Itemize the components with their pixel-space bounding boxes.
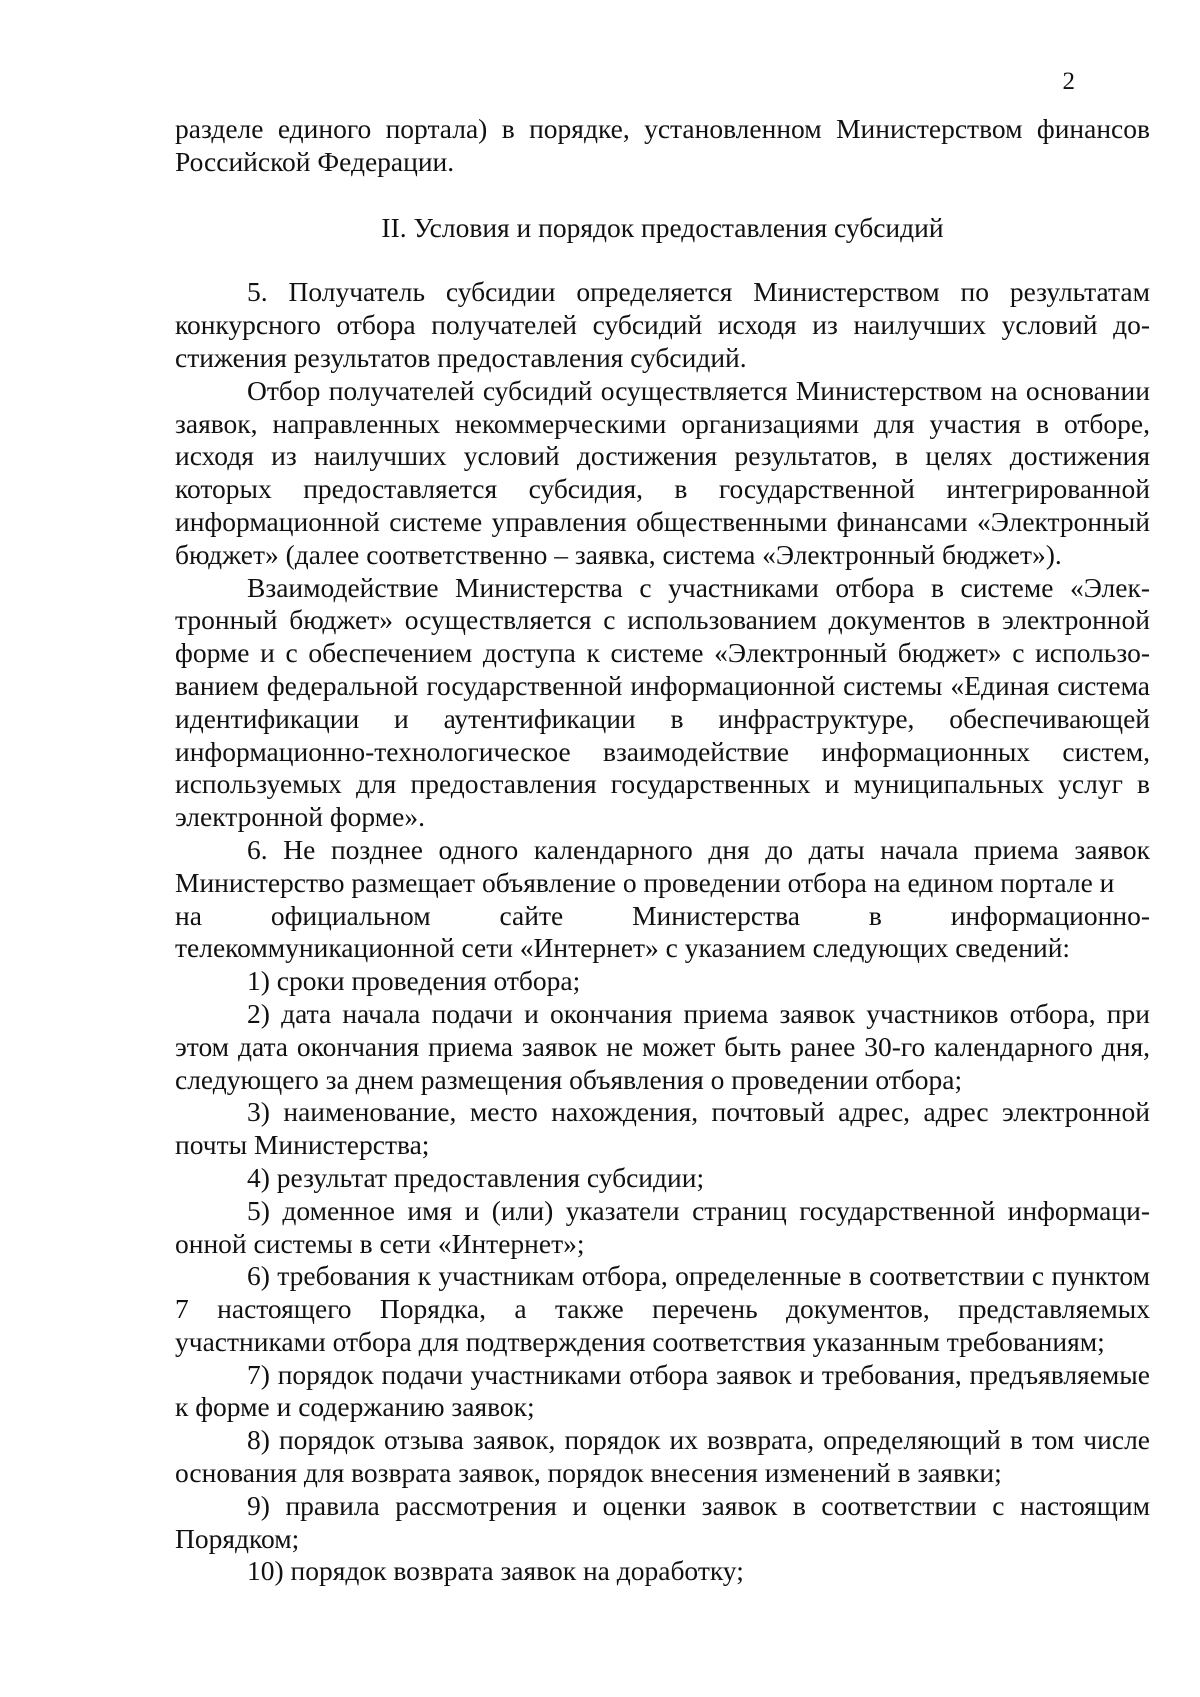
list-item-2: 2) дата начала подачи и окончания приема заявок участников отбора, при этом дата окончания приема заявок не может быть ранее 30-го календарного дня, следующего за днем размещения объявления о проведении отбора;: [175, 997, 1150, 1095]
list-item-1: 1) сроки проведения отбора;: [247, 965, 581, 997]
list-item-3: 3) наименование, место нахождения, почтовый адрес, адрес электронной почты Министерства;: [175, 1096, 1150, 1161]
list-item-5: 5) доменное имя и (или) указатели страниц государственной информационной системы в сети «Интернет»;: [175, 1194, 1150, 1259]
page-number: 2: [1062, 68, 1075, 95]
paragraph-selection: Отбор получателей субсидий осуществляется Министерством на основании заявок, направленных некоммерческими организациями для участия в отборе, исходя из наилучших условий достижения результатов, в целях достижения которых предоставляется субсидия, в государственной интегрированной информационной системе управления общественными финансами «Электронный бюджет» (далее соответственно – заявка, система «Электронный бюджет»).: [175, 374, 1150, 570]
list-item-6: 6) требования к участникам отбора, определенные в соответствии с пунктом 7 настоящего Порядка, а также перечень документов, представляемых участниками отбора для подтверждения соответствия указанным требованиям;: [175, 1260, 1150, 1357]
document-body: [175, 113, 1150, 1588]
paragraph-item-6-line-2: на официальном сайте Министерства в информационно-: [175, 899, 1150, 931]
list-item-10: 10) порядок возврата заявок на доработку;: [247, 1555, 744, 1587]
list-item-4: 4) результат предоставления субсидии;: [247, 1161, 705, 1193]
paragraph-item-5: 5. Получатель субсидии определяется Министерством по результатам конкурсного отбора получателей субсидий исходя из наилучших условий достижения результатов предоставления субсидий.: [175, 276, 1150, 373]
paragraph-interaction: Взаимодействие Министерства с участниками отбора в системе «Электронный бюджет» осуществляется с использованием документов в электронной форме и с обеспечением доступа к системе «Электронный бюджет» с использованием федеральной государственной информационной системы «Единая система идентификации и аутентификации в инфраструктуре, обеспечивающей информационно-технологическое взаимодействие информационных систем, используемых для предоставления государственных и муниципальных услуг в электронной форме».: [175, 571, 1150, 833]
list-item-7: 7) порядок подачи участниками отбора заявок и требования, предъявляемые к форме и содержанию заявок;: [175, 1358, 1150, 1423]
list-item-9: 9) правила рассмотрения и оценки заявок в соответствии с настоящим Порядком;: [175, 1489, 1150, 1554]
paragraph-item-6-line-3: телекоммуникационной сети «Интернет» с указанием следующих сведений:: [175, 932, 1071, 964]
paragraph-item-6: 6. Не позднее одного календарного дня до даты начала приема заявок Министерство размещает объявление о проведении отбора на едином портале и: [175, 833, 1150, 898]
list-item-8: 8) порядок отзыва заявок, порядок их возврата, определяющий в том числе основания для возврата заявок, порядок внесения изменений в заявки;: [175, 1424, 1150, 1489]
paragraph-portal-continuation: разделе единого портала) в порядке, установленном Министерством финансов Российской Федерации.: [175, 113, 1150, 177]
section-heading: II. Условия и порядок предоставления субсидий: [381, 211, 944, 243]
